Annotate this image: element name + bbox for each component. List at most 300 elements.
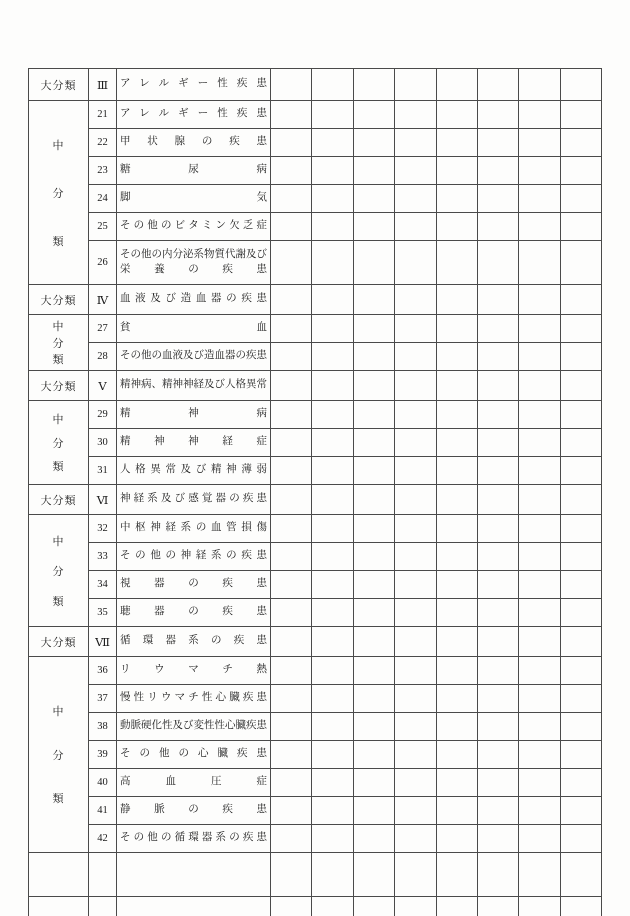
blank-cell — [519, 571, 560, 599]
item-name-cell — [117, 769, 271, 797]
blank-cell — [395, 543, 436, 571]
item-name: その他の循環器系の疾患 — [120, 832, 267, 844]
item-number-cell — [89, 315, 117, 343]
blank-cell — [312, 371, 353, 401]
blank-cell — [271, 797, 312, 825]
blank-cell — [560, 241, 601, 285]
blank-cell — [519, 685, 560, 713]
item-name: 精神神経症 — [120, 436, 267, 448]
item-number-cell — [89, 543, 117, 571]
blank-cell — [560, 157, 601, 185]
middle-char: 中 — [52, 414, 65, 426]
blank-cell — [353, 543, 394, 571]
item-row — [29, 343, 602, 371]
blank-cell — [395, 741, 436, 769]
major-name: 循環器系の疾患 — [120, 635, 267, 647]
blank-cell — [353, 241, 394, 285]
blank-cell — [560, 797, 601, 825]
blank-cell — [395, 485, 436, 515]
blank-cell — [560, 69, 601, 101]
blank-cell — [271, 371, 312, 401]
blank-cell — [395, 401, 436, 429]
item-name: その他のビタミン欠乏症 — [120, 220, 267, 232]
middle-char: 中 — [52, 706, 65, 718]
middle-char: 中 — [52, 535, 65, 548]
blank-cell — [519, 457, 560, 485]
blank-cell — [477, 571, 518, 599]
blank-cell — [312, 315, 353, 343]
blank-cell — [312, 129, 353, 157]
item-name-line2: 栄養の疾患 — [120, 263, 267, 275]
item-name-cell — [117, 401, 271, 429]
item-number-cell — [89, 599, 117, 627]
blank-cell — [312, 543, 353, 571]
blank-cell — [353, 343, 394, 371]
blank-cell — [312, 241, 353, 285]
item-name-cell — [117, 797, 271, 825]
blank-cell — [312, 627, 353, 657]
item-number-cell — [89, 825, 117, 853]
major-name: 神経系及び感覚器の疾患 — [120, 493, 267, 505]
major-label: 大分類 — [40, 636, 77, 649]
blank-cell — [395, 599, 436, 627]
item-name-cell — [117, 713, 271, 741]
item-number-cell — [89, 741, 117, 769]
blank-cell — [312, 897, 353, 916]
blank-cell — [395, 213, 436, 241]
blank-cell — [477, 599, 518, 627]
item-name-cell — [117, 185, 271, 213]
blank-cell — [519, 429, 560, 457]
major-label-cell — [29, 485, 89, 515]
major-row — [29, 627, 602, 657]
blank-cell — [560, 185, 601, 213]
major-name: アレルギー性疾患 — [120, 78, 267, 90]
middle-class-label — [29, 105, 88, 281]
blank-cell — [395, 69, 436, 101]
roman-numeral: Ⅲ — [96, 79, 109, 92]
blank-cell — [395, 185, 436, 213]
blank-cell — [271, 825, 312, 853]
blank-cell — [519, 129, 560, 157]
item-name-cell — [117, 571, 271, 599]
major-name: 精神病、精神神経及び人格異常 — [120, 379, 267, 391]
item-number-cell — [89, 457, 117, 485]
blank-cell — [436, 69, 477, 101]
blank-cell — [395, 713, 436, 741]
item-number: 39 — [97, 749, 108, 760]
blank-cell — [560, 213, 601, 241]
blank-cell — [560, 599, 601, 627]
item-name: 静脈の疾患 — [120, 804, 267, 816]
blank-cell — [560, 713, 601, 741]
blank-cell — [477, 185, 518, 213]
blank-cell — [477, 769, 518, 797]
empty-number-cell — [89, 897, 117, 916]
item-name: その他の心臓疾患 — [120, 748, 267, 760]
major-label: 大分類 — [40, 294, 77, 307]
major-label-cell — [29, 285, 89, 315]
numeral-cell — [89, 485, 117, 515]
blank-cell — [560, 129, 601, 157]
blank-cell — [436, 343, 477, 371]
blank-cell — [353, 769, 394, 797]
item-name: 糖尿病 — [120, 164, 267, 176]
item-name: 脚気 — [120, 192, 267, 204]
blank-cell — [519, 797, 560, 825]
blank-cell — [436, 429, 477, 457]
blank-cell — [353, 897, 394, 916]
blank-cell — [436, 101, 477, 129]
numeral-cell — [89, 285, 117, 315]
blank-cell — [353, 713, 394, 741]
major-row — [29, 371, 602, 401]
item-number-cell — [89, 129, 117, 157]
major-name-cell — [117, 627, 271, 657]
blank-cell — [436, 457, 477, 485]
middle-char: 分 — [52, 437, 65, 450]
blank-cell — [395, 457, 436, 485]
item-number: 34 — [97, 579, 108, 590]
blank-cell — [477, 157, 518, 185]
blank-cell — [312, 401, 353, 429]
middle-class-cell — [29, 515, 89, 627]
major-name-cell — [117, 285, 271, 315]
blank-cell — [560, 315, 601, 343]
item-number: 28 — [97, 351, 108, 362]
item-number: 29 — [97, 409, 108, 420]
item-row — [29, 543, 602, 571]
blank-cell — [436, 897, 477, 916]
blank-cell — [436, 853, 477, 897]
major-label-cell — [29, 627, 89, 657]
blank-cell — [395, 429, 436, 457]
blank-cell — [353, 129, 394, 157]
blank-cell — [395, 241, 436, 285]
blank-cell — [353, 825, 394, 853]
blank-cell — [436, 685, 477, 713]
blank-cell — [519, 543, 560, 571]
blank-cell — [560, 685, 601, 713]
partial-row — [29, 897, 602, 916]
blank-cell — [560, 741, 601, 769]
item-number-cell — [89, 685, 117, 713]
blank-cell — [519, 401, 560, 429]
blank-cell — [560, 101, 601, 129]
middle-class-label — [29, 318, 88, 368]
middle-char: 類 — [52, 595, 65, 608]
item-number-cell — [89, 401, 117, 429]
blank-cell — [312, 713, 353, 741]
blank-cell — [312, 457, 353, 485]
blank-cell — [519, 825, 560, 853]
blank-cell — [436, 571, 477, 599]
item-number-cell — [89, 213, 117, 241]
blank-cell — [271, 713, 312, 741]
blank-cell — [271, 627, 312, 657]
item-name-cell — [117, 543, 271, 571]
blank-cell — [560, 343, 601, 371]
blank-cell — [560, 897, 601, 916]
blank-cell — [560, 285, 601, 315]
middle-char: 類 — [52, 354, 65, 366]
middle-char: 分 — [52, 565, 65, 578]
item-name-cell — [117, 129, 271, 157]
item-row — [29, 797, 602, 825]
blank-cell — [519, 713, 560, 741]
blank-cell — [312, 571, 353, 599]
middle-class-label — [29, 676, 88, 834]
item-number: 35 — [97, 607, 108, 618]
empty-label-cell — [29, 853, 89, 897]
item-name: 人格異常及び精神薄弱 — [120, 464, 267, 476]
blank-cell — [271, 657, 312, 685]
blank-cell — [271, 285, 312, 315]
blank-cell — [312, 797, 353, 825]
blank-cell — [436, 543, 477, 571]
item-number: 21 — [97, 109, 108, 120]
blank-cell — [560, 429, 601, 457]
blank-cell — [519, 853, 560, 897]
item-row — [29, 713, 602, 741]
roman-numeral: Ⅵ — [96, 494, 109, 507]
blank-cell — [271, 515, 312, 543]
item-name: 高血圧症 — [120, 776, 267, 788]
item-row — [29, 241, 602, 285]
item-row — [29, 101, 602, 129]
blank-cell — [519, 657, 560, 685]
blank-cell — [560, 571, 601, 599]
blank-cell — [271, 853, 312, 897]
item-name-cell — [117, 101, 271, 129]
blank-cell — [477, 741, 518, 769]
blank-cell — [312, 429, 353, 457]
empty-number-cell — [89, 853, 117, 897]
blank-cell — [395, 685, 436, 713]
empty-name-cell — [117, 897, 271, 916]
item-row — [29, 129, 602, 157]
item-row — [29, 599, 602, 627]
item-name-cell — [117, 685, 271, 713]
major-name-cell — [117, 69, 271, 101]
blank-cell — [477, 429, 518, 457]
blank-cell — [477, 371, 518, 401]
blank-cell — [395, 157, 436, 185]
blank-cell — [271, 129, 312, 157]
numeral-cell — [89, 69, 117, 101]
blank-cell — [436, 213, 477, 241]
blank-cell — [519, 185, 560, 213]
blank-cell — [436, 315, 477, 343]
item-name: その他の神経系の疾患 — [120, 550, 267, 562]
blank-cell — [519, 897, 560, 916]
blank-cell — [477, 543, 518, 571]
blank-cell — [353, 797, 394, 825]
blank-cell — [477, 515, 518, 543]
blank-cell — [353, 213, 394, 241]
blank-cell — [436, 713, 477, 741]
item-name-cell — [117, 213, 271, 241]
item-number: 40 — [97, 777, 108, 788]
blank-cell — [477, 457, 518, 485]
item-row — [29, 571, 602, 599]
blank-cell — [477, 657, 518, 685]
blank-cell — [477, 685, 518, 713]
blank-cell — [519, 627, 560, 657]
blank-cell — [519, 69, 560, 101]
blank-cell — [395, 657, 436, 685]
blank-cell — [560, 457, 601, 485]
item-name-cell — [117, 315, 271, 343]
item-number: 37 — [97, 693, 108, 704]
middle-class-cell — [29, 401, 89, 485]
blank-cell — [477, 853, 518, 897]
blank-cell — [271, 185, 312, 213]
item-row — [29, 315, 602, 343]
blank-cell — [271, 485, 312, 515]
blank-cell — [395, 769, 436, 797]
major-label: 大分類 — [40, 494, 77, 507]
blank-cell — [436, 769, 477, 797]
blank-cell — [477, 627, 518, 657]
blank-cell — [436, 185, 477, 213]
middle-char: 中 — [52, 321, 65, 333]
item-name-cell — [117, 515, 271, 543]
middle-char: 分 — [52, 749, 65, 762]
blank-cell — [519, 515, 560, 543]
blank-cell — [560, 543, 601, 571]
blank-cell — [312, 69, 353, 101]
blank-cell — [312, 285, 353, 315]
item-number: 30 — [97, 437, 108, 448]
numeral-cell — [89, 371, 117, 401]
blank-cell — [271, 401, 312, 429]
blank-cell — [395, 571, 436, 599]
item-row — [29, 657, 602, 685]
blank-cell — [312, 657, 353, 685]
item-name-cell — [117, 599, 271, 627]
blank-cell — [312, 515, 353, 543]
major-row — [29, 69, 602, 101]
blank-cell — [271, 543, 312, 571]
blank-cell — [395, 627, 436, 657]
blank-cell — [560, 853, 601, 897]
middle-char: 類 — [52, 461, 65, 473]
blank-cell — [519, 371, 560, 401]
item-name: 聴器の疾患 — [120, 606, 267, 618]
blank-cell — [271, 241, 312, 285]
item-number-cell — [89, 713, 117, 741]
blank-cell — [477, 401, 518, 429]
item-number-cell — [89, 241, 117, 285]
item-name-cell — [117, 657, 271, 685]
middle-char: 分 — [52, 337, 65, 350]
blank-cell — [271, 69, 312, 101]
roman-numeral: Ⅶ — [95, 636, 110, 649]
blank-cell — [271, 685, 312, 713]
item-name-cell — [117, 741, 271, 769]
item-number: 27 — [97, 323, 108, 334]
item-number: 31 — [97, 465, 108, 476]
blank-cell — [353, 315, 394, 343]
blank-cell — [271, 599, 312, 627]
blank-cell — [312, 213, 353, 241]
blank-cell — [353, 371, 394, 401]
blank-cell — [560, 371, 601, 401]
blank-cell — [560, 401, 601, 429]
middle-char: 分 — [52, 187, 65, 200]
item-number: 23 — [97, 165, 108, 176]
item-number-cell — [89, 101, 117, 129]
item-number: 25 — [97, 221, 108, 232]
blank-cell — [477, 129, 518, 157]
blank-cell — [436, 599, 477, 627]
middle-char: 中 — [52, 139, 65, 152]
major-name-cell — [117, 485, 271, 515]
item-name-cell — [117, 157, 271, 185]
middle-class-label — [29, 404, 88, 482]
blank-cell — [271, 571, 312, 599]
item-row — [29, 685, 602, 713]
item-name: その他の血液及び造血器の疾患 — [120, 350, 267, 362]
blank-cell — [271, 457, 312, 485]
item-number: 32 — [97, 523, 108, 534]
blank-cell — [477, 213, 518, 241]
blank-cell — [519, 285, 560, 315]
major-row — [29, 285, 602, 315]
blank-cell — [271, 101, 312, 129]
blank-cell — [353, 515, 394, 543]
blank-cell — [271, 429, 312, 457]
item-name-cell — [117, 457, 271, 485]
blank-cell — [560, 515, 601, 543]
major-label-cell — [29, 371, 89, 401]
blank-cell — [353, 401, 394, 429]
major-label-cell — [29, 69, 89, 101]
middle-class-cell — [29, 315, 89, 371]
blank-cell — [395, 853, 436, 897]
blank-cell — [436, 797, 477, 825]
blank-cell — [436, 741, 477, 769]
blank-cell — [353, 485, 394, 515]
blank-cell — [395, 129, 436, 157]
item-name-cell — [117, 241, 271, 285]
blank-cell — [312, 685, 353, 713]
numeral-cell — [89, 627, 117, 657]
blank-cell — [353, 457, 394, 485]
item-row — [29, 457, 602, 485]
blank-cell — [312, 741, 353, 769]
disease-classification-table — [28, 68, 602, 916]
blank-cell — [353, 853, 394, 897]
blank-cell — [519, 741, 560, 769]
item-number-cell — [89, 343, 117, 371]
blank-cell — [436, 657, 477, 685]
blank-cell — [436, 401, 477, 429]
blank-cell — [560, 627, 601, 657]
blank-cell — [519, 599, 560, 627]
blank-cell — [395, 371, 436, 401]
item-number-cell — [89, 769, 117, 797]
item-name-cell — [117, 343, 271, 371]
blank-cell — [395, 101, 436, 129]
item-row — [29, 515, 602, 543]
item-name: 視器の疾患 — [120, 578, 267, 590]
item-number: 22 — [97, 137, 108, 148]
blank-cell — [436, 515, 477, 543]
item-row — [29, 157, 602, 185]
item-number: 36 — [97, 665, 108, 676]
